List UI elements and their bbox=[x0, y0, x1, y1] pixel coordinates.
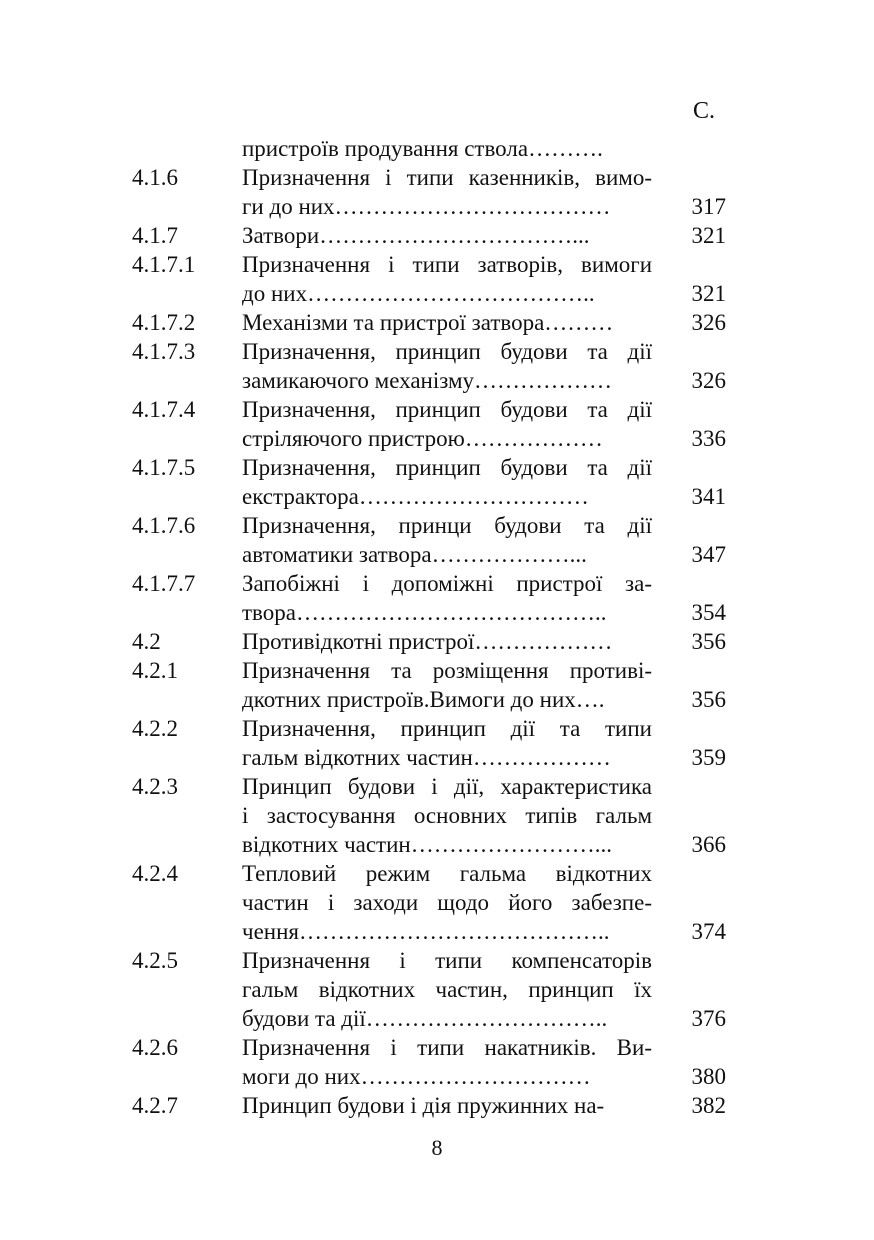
toc-entry bbox=[0, 772, 874, 859]
toc-entry-title-line: Призначення, принцип будови та дії bbox=[242, 339, 652, 364]
toc-entry-page: 359 bbox=[691, 745, 726, 770]
toc-entry-page: 356 bbox=[691, 687, 726, 712]
toc-entry bbox=[0, 1033, 874, 1091]
toc-entry-title-line: замикаючого механізму……………… bbox=[242, 368, 613, 393]
toc-entry-page: 380 bbox=[691, 1064, 726, 1089]
toc-entry-number: 4.1.7.1 bbox=[132, 252, 196, 277]
toc-entry-title-line: Призначення, принци будови та дії bbox=[242, 513, 652, 538]
toc-entry-title-line: Затвори……………………………... bbox=[242, 223, 590, 248]
toc-entry bbox=[0, 569, 874, 627]
toc-entry-title-line: Запобіжні і допоміжні пристрої за- bbox=[242, 571, 652, 596]
toc-entry-title bbox=[242, 308, 652, 337]
toc-entry-title-line: стріляючого пристрою……………… bbox=[242, 426, 603, 451]
toc-entry-title-line: до них……………………………….. bbox=[242, 281, 595, 306]
toc-entry bbox=[0, 163, 874, 221]
toc-entry-title bbox=[242, 946, 652, 1033]
toc-entry-number: 4.2.3 bbox=[132, 774, 178, 799]
toc-entry-number: 4.2.4 bbox=[132, 861, 178, 886]
toc-entry-number: 4.1.6 bbox=[132, 165, 178, 190]
toc-entry-page: 326 bbox=[691, 368, 726, 393]
toc-entry-title-line: Призначення і типи накатників. Ви- bbox=[242, 1035, 652, 1060]
toc-entry bbox=[0, 1091, 874, 1120]
toc-entry-title-line: і застосування основних типів гальм bbox=[242, 803, 652, 828]
toc-entry-title bbox=[242, 714, 652, 772]
toc-entry-page: 382 bbox=[691, 1093, 726, 1118]
toc-entry-page: 347 bbox=[691, 542, 726, 567]
toc-entry bbox=[0, 859, 874, 946]
toc-entry-title-line: частин і заходи щодо його забезпе- bbox=[242, 890, 652, 915]
toc-entry-title-line: Призначення, принцип будови та дії bbox=[242, 455, 652, 480]
toc-entry bbox=[0, 308, 874, 337]
toc-entry-title-line: Принцип будови і дії, характеристика bbox=[242, 774, 652, 799]
toc-entry bbox=[0, 250, 874, 308]
toc-entry-title bbox=[242, 511, 652, 569]
toc-entry bbox=[0, 134, 874, 163]
toc-entry-title bbox=[242, 656, 652, 714]
toc-entry-title-line: чення………………………………….. bbox=[242, 919, 610, 944]
toc-entry-number: 4.1.7.4 bbox=[132, 397, 196, 422]
page-number: 8 bbox=[431, 1135, 443, 1160]
toc-entry-title-line: будови та дії………………………….. bbox=[242, 1006, 608, 1031]
toc-entry-title-line: Противідкотні пристрої……………… bbox=[242, 629, 613, 654]
toc-entry-number: 4.2.1 bbox=[132, 658, 178, 683]
toc-entry-title-line: гальм відкотних частин……………… bbox=[242, 745, 611, 770]
page-column-label: С. bbox=[693, 98, 716, 124]
toc-entry bbox=[0, 714, 874, 772]
toc-entry-title-line: Призначення і типи казенників, вимо- bbox=[242, 165, 652, 190]
toc-entry-title-line: Призначення, принцип дії та типи bbox=[242, 716, 652, 741]
toc-entry-number: 4.1.7.6 bbox=[132, 513, 196, 538]
toc-entry-title bbox=[242, 453, 652, 511]
toc-entry-title-line: Призначення і типи компенсаторів bbox=[242, 948, 652, 973]
toc-entry-title bbox=[242, 569, 652, 627]
toc-entry bbox=[0, 453, 874, 511]
toc-entry bbox=[0, 221, 874, 250]
toc-entry-title-line: твора………………………………….. bbox=[242, 600, 607, 625]
toc-entry-page: 336 bbox=[691, 426, 726, 451]
toc-entry-page: 321 bbox=[691, 223, 726, 248]
toc-entry bbox=[0, 337, 874, 395]
toc-entry-title bbox=[242, 163, 652, 221]
toc-entry-title-line: Призначення і типи затворів, вимоги bbox=[242, 252, 652, 277]
toc-entry-title-line: автоматики затвора………………... bbox=[242, 542, 587, 567]
toc-entry-title bbox=[242, 859, 652, 946]
toc-entry-number: 4.1.7 bbox=[132, 223, 178, 248]
toc-entry-title bbox=[242, 221, 652, 250]
toc-entry-page: 326 bbox=[691, 310, 726, 335]
toc-entry-title bbox=[242, 772, 652, 859]
toc-entry-page: 356 bbox=[691, 629, 726, 654]
toc-entry-title-line: Тепловий режим гальма відкотних bbox=[242, 861, 652, 886]
toc-entry-number: 4.1.7.3 bbox=[132, 339, 196, 364]
toc-entry-page: 374 bbox=[691, 919, 726, 944]
toc-entry-number: 4.1.7.5 bbox=[132, 455, 196, 480]
toc-entry-title bbox=[242, 250, 652, 308]
toc-entry-title bbox=[242, 337, 652, 395]
toc-entry bbox=[0, 627, 874, 656]
toc-entry-title bbox=[242, 627, 652, 656]
toc-entry-number: 4.2 bbox=[132, 629, 161, 654]
table-of-contents bbox=[0, 134, 874, 1120]
toc-entry-page: 317 bbox=[691, 194, 726, 219]
toc-entry bbox=[0, 511, 874, 569]
toc-entry-page: 366 bbox=[691, 832, 726, 857]
toc-entry-title-line: Призначення, принцип будови та дії bbox=[242, 397, 652, 422]
toc-entry bbox=[0, 656, 874, 714]
toc-entry-page: 341 bbox=[691, 484, 726, 509]
toc-entry-number: 4.2.2 bbox=[132, 716, 178, 741]
toc-entry-title-line: дкотних пристроїв.Вимоги до них…. bbox=[242, 687, 605, 712]
toc-entry-title-line: Механізми та пристрої затвора……… bbox=[242, 310, 614, 335]
toc-entry-title bbox=[242, 1091, 652, 1120]
toc-entry bbox=[0, 946, 874, 1033]
toc-entry-title-line: пристроїв продування ствола………. bbox=[242, 136, 603, 161]
toc-entry-title-line: Призначення та розміщення противі- bbox=[242, 658, 652, 683]
toc-entry-title-line: моги до них………………………… bbox=[242, 1064, 591, 1089]
toc-entry-title bbox=[242, 395, 652, 453]
toc-entry-title-line: відкотних частин……………………... bbox=[242, 832, 612, 857]
toc-entry-page: 376 bbox=[691, 1006, 726, 1031]
toc-entry-page: 321 bbox=[691, 281, 726, 306]
toc-entry-number: 4.2.5 bbox=[132, 948, 178, 973]
toc-entry-title bbox=[242, 1033, 652, 1091]
toc-entry-title-line: ги до них……………………………… bbox=[242, 194, 611, 219]
toc-entry-number: 4.2.6 bbox=[132, 1035, 178, 1060]
toc-entry-number: 4.1.7.2 bbox=[132, 310, 196, 335]
toc-entry-number: 4.1.7.7 bbox=[132, 571, 196, 596]
toc-entry-title bbox=[242, 134, 652, 163]
toc-entry-title-line: екстрактора………………………… bbox=[242, 484, 589, 509]
toc-entry-page: 354 bbox=[691, 600, 726, 625]
toc-entry bbox=[0, 395, 874, 453]
toc-entry-title-line: гальм відкотних частин, принцип їх bbox=[242, 977, 652, 1002]
toc-entry-title-line: Принцип будови і дія пружинних на- bbox=[242, 1093, 605, 1118]
toc-entry-number: 4.2.7 bbox=[132, 1093, 178, 1118]
